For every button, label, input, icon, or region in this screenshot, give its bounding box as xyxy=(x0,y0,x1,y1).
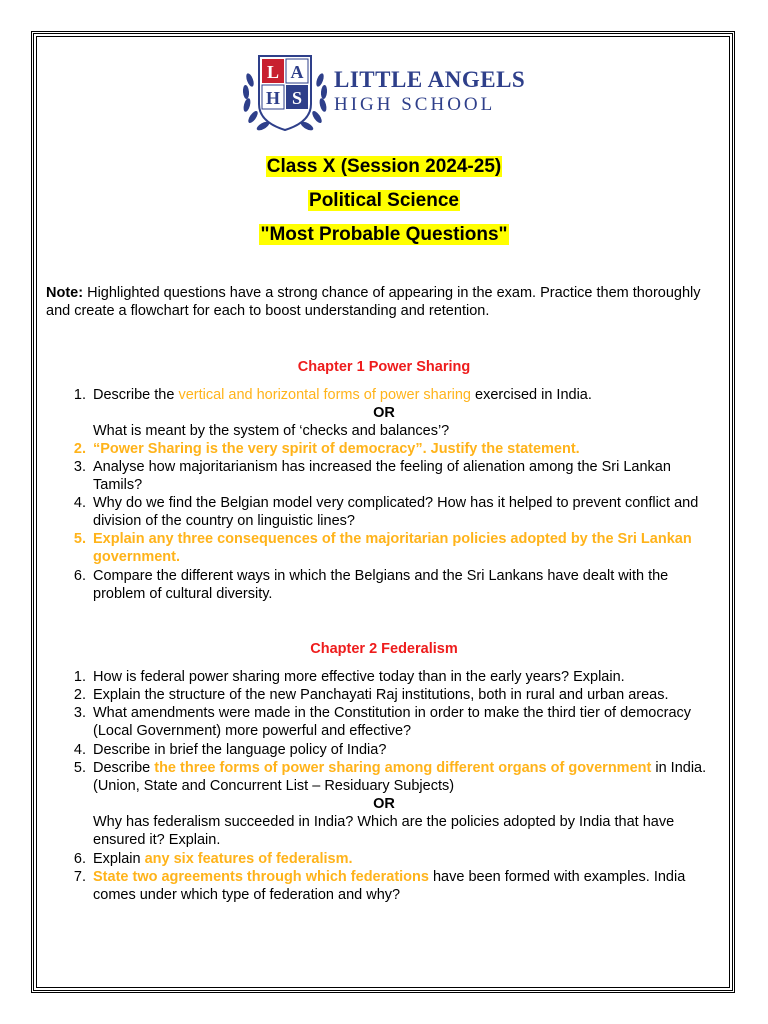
school-name-line2: HIGH SCHOOL xyxy=(334,94,496,115)
ch2-q5-or: OR xyxy=(373,796,395,812)
logo-letter-l: L xyxy=(266,62,280,82)
document-title: "Most Probable Questions" xyxy=(260,224,508,245)
school-name-line1: LITTLE ANGELS xyxy=(334,67,526,92)
subject-title: Political Science xyxy=(309,190,459,211)
ch1-q1-or: OR xyxy=(373,405,395,421)
chapter-2-heading: Chapter 2 Federalism xyxy=(310,641,458,657)
logo-letter-h: H xyxy=(265,88,281,108)
ch2-q5-alternative: Why has federalism succeeded in India? Which are the policies adopted by India that have ensured it? Explain. xyxy=(93,814,675,848)
ch1-q1-alternative: What is meant by the system of ‘checks and balances’? xyxy=(93,423,450,439)
note-paragraph xyxy=(46,284,726,320)
chapter-1-heading: Chapter 1 Power Sharing xyxy=(297,359,471,375)
note-label: Note: xyxy=(46,285,84,301)
school-logo xyxy=(240,50,530,134)
school-crest-icon xyxy=(240,50,330,134)
logo-letter-s: S xyxy=(291,88,303,108)
note-text: Highlighted questions have a strong chance of appearing in the exam. Practice them thoroughly and create a flowchart for each to boost understanding and retention. xyxy=(46,285,701,319)
logo-wordmark xyxy=(334,68,525,117)
logo-letter-a: A xyxy=(290,62,304,82)
class-title: Class X (Session 2024-25) xyxy=(266,156,502,177)
